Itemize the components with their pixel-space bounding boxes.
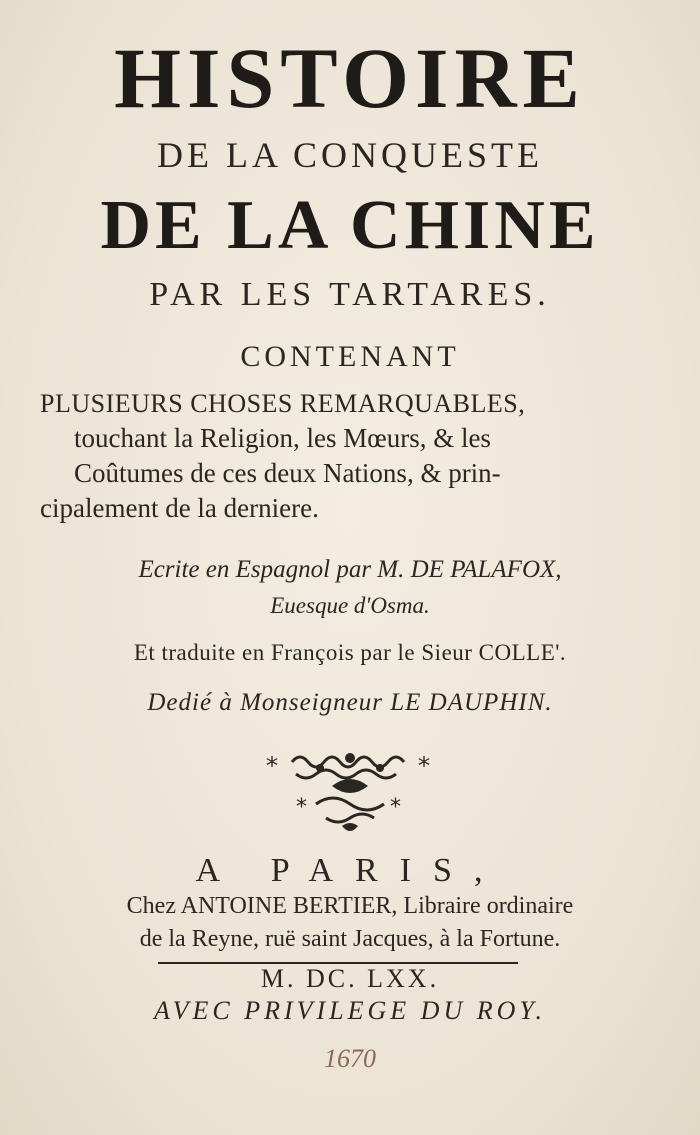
subtitle-conqueste: DE LA CONQUESTE: [157, 135, 543, 175]
translator-line: Et traduite en François par le Sieur COLLE'.: [133, 640, 567, 665]
imprint-city: A PARIS,: [195, 852, 505, 889]
author-line: Ecrite en Espagnol par M. DE PALAFOX,: [138, 556, 562, 583]
svg-text:*: *: [266, 752, 278, 780]
printers-ornament-icon: [240, 740, 460, 840]
main-title-histoire: HISTOIRE: [114, 30, 586, 126]
imprint-date: M. DC. LXX.: [260, 964, 440, 993]
svg-text:*: *: [390, 795, 401, 820]
svg-text:*: *: [296, 795, 307, 820]
description-line: cipalement de la derniere.: [40, 493, 319, 523]
privilege-line: AVEC PRIVILEGE DU ROY.: [154, 996, 546, 1025]
imprint-address-line: de la Reyne, ruë saint Jacques, à la Fortune.: [139, 926, 561, 952]
handwritten-year: 1670: [324, 1044, 376, 1073]
description-line: touchant la Religion, les Mœurs, & les: [74, 423, 491, 453]
description-line: PLUSIEURS CHOSES REMARQUABLES,: [40, 389, 526, 418]
description-block: [40, 386, 665, 526]
svg-text:*: *: [418, 752, 430, 780]
description-line: Coûtumes de ces deux Nations, & prin-: [74, 458, 501, 488]
main-title-chine: DE LA CHINE: [100, 187, 600, 264]
subtitle-tartares: PAR LES TARTARES.: [149, 276, 551, 313]
dedication-line: Dedié à Monseigneur LE DAUPHIN.: [147, 689, 553, 716]
author-title-line: Euesque d'Osma.: [270, 593, 430, 618]
contenant-heading: CONTENANT: [240, 340, 460, 373]
imprint-printer-line: Chez ANTOINE BERTIER, Libraire ordinaire: [126, 893, 574, 919]
